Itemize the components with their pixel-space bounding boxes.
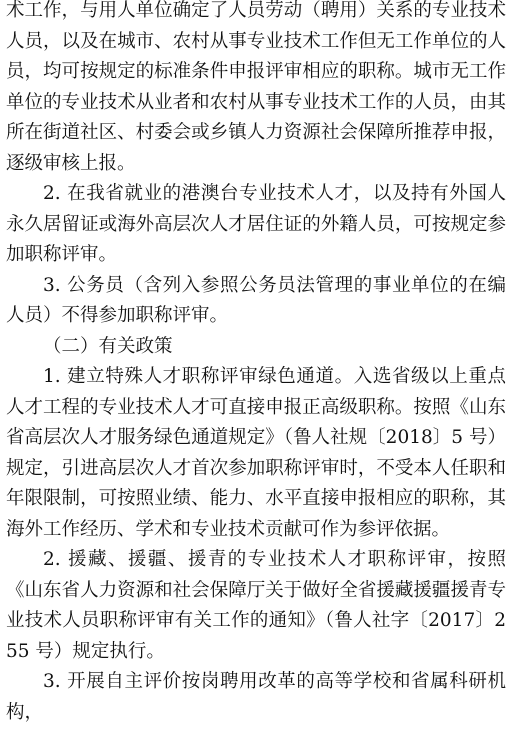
paragraph-policy-2-aid-tibet-xinjiang-qinghai: 2. 援藏、援疆、援青的专业技术人才职称评审，按照《山东省人力资源和社会保障厅关于做好全省援藏援疆援青专业技术人员职称评审有关工作的通知》（鲁人社字〔2017〕255 号）规定执行。 [6, 549, 506, 662]
paragraph-eligibility-continued: 术工作，与用人单位确定了人员劳动（聘用）关系的专业技术人员，以及在城市、农村从事专业技术工作但无工作单位的人员，均可按规定的标准条件申报评审相应的职称。城市无工作单位的专业技术从业者和农村从事专业技术工作的人员，由其所在街道社区、村委会或乡镇人力资源社会保障所推荐申报，逐级审核上报。 [6, 0, 506, 174]
paragraph-policy-3-self-evaluation: 3. 开展自主评价按岗聘用改革的高等学校和省属科研机构， [6, 671, 506, 723]
paragraph-item-2-hk-macao-taiwan: 2. 在我省就业的港澳台专业技术人才，以及持有外国人永久居留证或海外高层次人才居住证的外籍人员，可按规定参加职称评审。 [6, 183, 506, 265]
section-heading-related-policies: （二）有关政策 [43, 335, 173, 357]
paragraph-policy-1-green-channel: 1. 建立特殊人才职称评审绿色通道。入选省级以上重点人才工程的专业技术人才可直接申报正高级职称。按照《山东省高层次人才服务绿色通道规定》（鲁人社规〔2018〕5 号）规定，引进高层次人才首次参加职称评审时，不受本人任职和年限限制，可按照业绩、能力、水平直接申报相应的职称，其海外工作经历、学术和专业技术贡献可作为参评依据。 [6, 366, 506, 540]
paragraph-item-3-civil-servants: 3. 公务员（含列入参照公务员法管理的事业单位的在编人员）不得参加职称评审。 [6, 274, 506, 326]
